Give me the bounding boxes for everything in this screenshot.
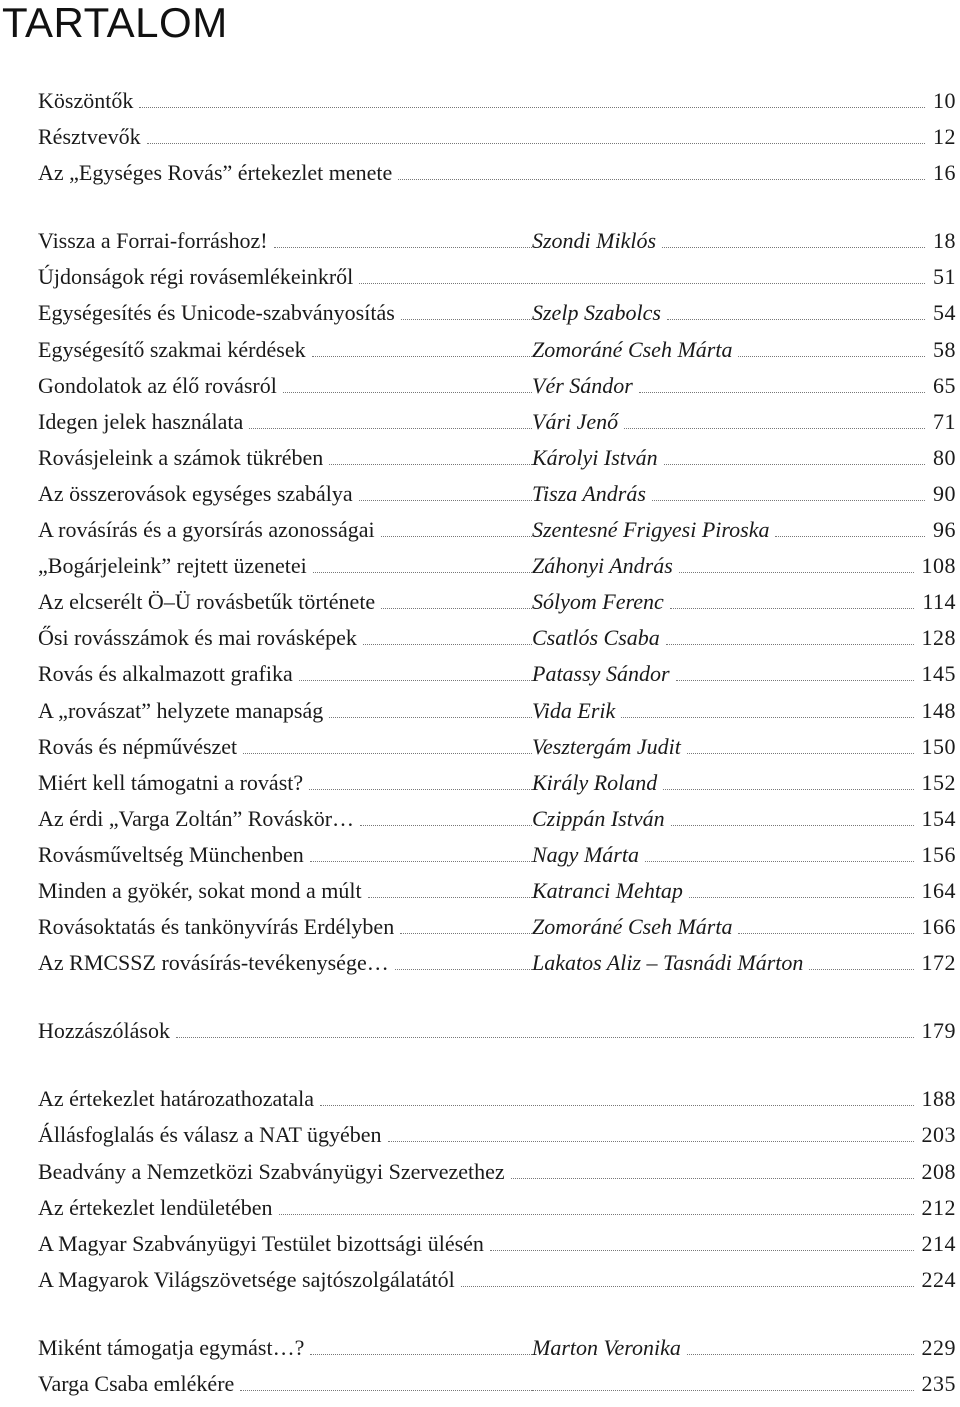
toc-entry-title: Miként támogatja egymást…? bbox=[38, 1334, 305, 1360]
toc-entry-title: Minden a gyökér, sokat mond a múlt bbox=[38, 877, 362, 903]
leader-dots bbox=[666, 644, 914, 645]
toc-entry-author: Vér Sándor bbox=[532, 372, 633, 398]
leader-dots bbox=[662, 247, 925, 248]
toc-entry-page: 71 bbox=[933, 408, 956, 434]
toc-entry-title: Az RMCSSZ rovásírás-tevékenysége… bbox=[38, 950, 389, 976]
toc-entry-page: 212 bbox=[921, 1194, 956, 1220]
toc-entry[interactable] bbox=[38, 553, 956, 589]
leader-dots bbox=[310, 861, 532, 862]
toc-entry[interactable] bbox=[38, 264, 956, 300]
leader-dots bbox=[313, 572, 532, 573]
leader-dots bbox=[664, 464, 925, 465]
toc-entry-title-column bbox=[38, 481, 532, 507]
toc-entry-title: Rovásjeleink a számok tükrében bbox=[38, 444, 324, 470]
toc-entry-title-column bbox=[38, 661, 532, 687]
toc-group-documents bbox=[38, 1086, 956, 1303]
toc-entry-title-column bbox=[38, 337, 532, 363]
toc-entry-title: Az elcserélt Ö–Ü rovásbetűk története bbox=[38, 589, 376, 615]
toc-entry-author: Sólyom Ferenc bbox=[532, 589, 664, 615]
leader-dots bbox=[147, 143, 925, 144]
toc-entry-author: Katranci Mehtap bbox=[532, 877, 683, 903]
toc-entry-title-column bbox=[38, 300, 532, 326]
toc-entry-title-column bbox=[38, 878, 532, 904]
leader-dots bbox=[663, 789, 913, 790]
toc-entry[interactable] bbox=[38, 409, 956, 445]
toc-entry-title-column bbox=[38, 228, 532, 254]
toc-entry-title-column bbox=[38, 373, 532, 399]
toc-entry-page: 179 bbox=[921, 1018, 956, 1044]
toc-entry[interactable] bbox=[38, 337, 956, 373]
toc-entry-title: Az értekezlet határozathozatala bbox=[38, 1086, 315, 1112]
toc-entry-page: 235 bbox=[921, 1371, 956, 1396]
toc-entry-author: Czippán István bbox=[532, 805, 665, 831]
toc-entry-title-column bbox=[38, 698, 532, 724]
toc-entry-page: 10 bbox=[933, 88, 956, 113]
toc-entry[interactable] bbox=[38, 878, 956, 914]
toc-entry[interactable] bbox=[38, 1335, 956, 1371]
toc-entry-title: Hozzászólások bbox=[38, 1018, 170, 1044]
toc-entry[interactable] bbox=[38, 842, 956, 878]
toc-entry[interactable] bbox=[38, 1159, 956, 1195]
leader-dots bbox=[398, 179, 925, 180]
toc-entry[interactable] bbox=[38, 88, 956, 124]
toc-entry[interactable] bbox=[38, 698, 956, 734]
toc-entry-title-column bbox=[38, 264, 532, 290]
leader-dots bbox=[359, 500, 532, 501]
toc-entry-page: 172 bbox=[921, 950, 956, 976]
page-title: TARTALOM bbox=[2, 0, 228, 46]
toc-entry-author: Marton Veronika bbox=[532, 1334, 681, 1360]
toc-entry-title: A Magyarok Világszövetsége sajtószolgálatától bbox=[38, 1266, 455, 1292]
leader-dots bbox=[279, 1214, 914, 1215]
toc-entry-page: 128 bbox=[921, 625, 956, 651]
leader-dots bbox=[401, 319, 532, 320]
toc-group-closing bbox=[38, 1335, 956, 1407]
toc-entry-title: Vissza a Forrai-forráshoz! bbox=[38, 228, 268, 254]
toc-entry-page: 166 bbox=[921, 914, 956, 940]
leader-dots bbox=[400, 933, 532, 934]
toc-entry-title: Rovás és népművészet bbox=[38, 733, 238, 759]
toc-entry[interactable] bbox=[38, 625, 956, 661]
leader-dots bbox=[461, 1286, 914, 1287]
leader-dots bbox=[532, 283, 925, 284]
toc-group-comments bbox=[38, 1018, 956, 1054]
leader-dots bbox=[329, 717, 532, 718]
toc-entry-title: Gondolatok az élő rovásról bbox=[38, 372, 277, 398]
toc-entry-title-column bbox=[38, 1371, 532, 1397]
toc-entry[interactable] bbox=[38, 1018, 956, 1054]
toc-entry[interactable] bbox=[38, 124, 956, 160]
toc-entry[interactable] bbox=[38, 950, 956, 986]
leader-dots bbox=[363, 644, 532, 645]
toc-entry-title: Az érdi „Varga Zoltán” Rováskör… bbox=[38, 805, 355, 831]
toc-entry-author: Szelp Szabolcs bbox=[532, 300, 661, 326]
leader-dots bbox=[621, 717, 913, 718]
toc-entry[interactable] bbox=[38, 160, 956, 196]
leader-dots bbox=[309, 789, 532, 790]
toc-entry-page: 224 bbox=[921, 1266, 956, 1292]
toc-entry-page: 65 bbox=[933, 372, 956, 398]
toc-entry-author: Szentesné Frigyesi Piroska bbox=[532, 517, 770, 543]
toc-entry-author: Nagy Márta bbox=[532, 841, 639, 867]
toc-entry[interactable] bbox=[38, 734, 956, 770]
leader-dots bbox=[809, 969, 913, 970]
toc-entry-page: 80 bbox=[933, 444, 956, 470]
leader-dots bbox=[240, 1390, 532, 1391]
toc-entry-page: 154 bbox=[921, 805, 956, 831]
toc-entry-page: 156 bbox=[921, 841, 956, 867]
toc-entry-title-column bbox=[38, 589, 532, 615]
toc-entry-title: Köszöntők bbox=[38, 88, 134, 113]
toc-entry-page: 152 bbox=[921, 769, 956, 795]
toc-entry-title: Újdonságok régi rovásemlékeinkről bbox=[38, 264, 354, 290]
toc-entry-page: 18 bbox=[933, 228, 956, 254]
toc-entry[interactable] bbox=[38, 517, 956, 553]
toc-entry[interactable] bbox=[38, 806, 956, 842]
toc-entry-page: 229 bbox=[921, 1334, 956, 1360]
toc-entry[interactable] bbox=[38, 1195, 956, 1231]
leader-dots bbox=[312, 356, 532, 357]
toc-entry-page: 16 bbox=[933, 160, 956, 186]
toc-entry-title: Egységesítés és Unicode-szabványosítás bbox=[38, 300, 395, 326]
leader-dots bbox=[652, 500, 925, 501]
toc-entry[interactable] bbox=[38, 1371, 956, 1407]
toc-entry-title: Idegen jelek használata bbox=[38, 408, 244, 434]
toc-entry-title-column bbox=[38, 445, 532, 471]
toc-entry-author: Záhonyi András bbox=[532, 553, 673, 579]
leader-dots bbox=[687, 1354, 914, 1355]
toc-entry[interactable] bbox=[38, 481, 956, 517]
toc-entry-title-column bbox=[38, 625, 532, 651]
leader-dots bbox=[274, 247, 532, 248]
leader-dots bbox=[671, 825, 914, 826]
toc-entry-page: 96 bbox=[933, 517, 956, 543]
toc-entry-page: 214 bbox=[921, 1230, 956, 1256]
leader-dots bbox=[299, 680, 532, 681]
leader-dots bbox=[176, 1037, 914, 1038]
toc-entry-page: 58 bbox=[933, 336, 956, 362]
toc-entry-title-column bbox=[38, 1335, 532, 1361]
toc-entry-title: Egységesítő szakmai kérdések bbox=[38, 336, 306, 362]
leader-dots bbox=[532, 1390, 914, 1391]
toc-entry-author: Patassy Sándor bbox=[532, 661, 670, 687]
toc-entry[interactable] bbox=[38, 1231, 956, 1267]
toc-entry-page: 90 bbox=[933, 480, 956, 506]
toc-entry-page: 51 bbox=[933, 264, 956, 290]
toc-entry-author: Szondi Miklós bbox=[532, 228, 657, 254]
toc-entry-title: Rovásoktatás és tankönyvírás Erdélyben bbox=[38, 914, 395, 940]
toc-group-intro bbox=[38, 88, 956, 196]
leader-dots bbox=[360, 825, 532, 826]
toc-entry-title-column bbox=[38, 770, 532, 796]
leader-dots bbox=[139, 107, 925, 108]
leader-dots bbox=[511, 1178, 914, 1179]
leader-dots bbox=[283, 392, 532, 393]
toc-entry-page: 114 bbox=[922, 589, 956, 615]
toc-entry-title-column bbox=[38, 734, 532, 760]
leader-dots bbox=[687, 753, 914, 754]
toc-entry[interactable] bbox=[38, 228, 956, 264]
toc-entry-title-column bbox=[38, 914, 532, 940]
leader-dots bbox=[639, 392, 925, 393]
leader-dots bbox=[490, 1250, 914, 1251]
toc-entry[interactable] bbox=[38, 589, 956, 625]
leader-dots bbox=[689, 897, 914, 898]
toc-entry-author: Zomoráné Cseh Márta bbox=[532, 914, 733, 940]
toc-entry-title: A „rovászat” helyzete manapság bbox=[38, 697, 324, 723]
toc-entry-author: Lakatos Aliz – Tasnádi Márton bbox=[532, 950, 804, 976]
toc-entry-page: 150 bbox=[921, 733, 956, 759]
toc-entry-page: 203 bbox=[921, 1122, 956, 1148]
leader-dots bbox=[775, 536, 925, 537]
toc-group-articles bbox=[38, 228, 956, 986]
leader-dots bbox=[645, 861, 914, 862]
toc-entry[interactable] bbox=[38, 661, 956, 697]
toc-entry-title-column bbox=[38, 553, 532, 579]
leader-dots bbox=[738, 933, 913, 934]
toc-entry[interactable] bbox=[38, 914, 956, 950]
toc-entry[interactable] bbox=[38, 770, 956, 806]
leader-dots bbox=[395, 969, 532, 970]
leader-dots bbox=[381, 536, 532, 537]
leader-dots bbox=[320, 1105, 913, 1106]
toc-entry-page: 164 bbox=[921, 877, 956, 903]
toc-entry-title: Állásfoglalás és válasz a NAT ügyében bbox=[38, 1122, 382, 1148]
toc-entry-title: Az összerovások egységes szabálya bbox=[38, 480, 353, 506]
leader-dots bbox=[624, 428, 925, 429]
toc-entry-author: Vári Jenő bbox=[532, 408, 619, 434]
toc-entry-page: 54 bbox=[933, 300, 956, 326]
toc-entry-title: Miért kell támogatni a rovást? bbox=[38, 769, 304, 795]
toc-entry-title: Résztvevők bbox=[38, 124, 141, 150]
toc-entry-page: 12 bbox=[933, 124, 956, 150]
leader-dots bbox=[667, 319, 925, 320]
toc-entry[interactable] bbox=[38, 1086, 956, 1122]
toc-entry-author: Zomoráné Cseh Márta bbox=[532, 336, 733, 362]
toc-entry-title: A rovásírás és a gyorsírás azonosságai bbox=[38, 517, 375, 543]
leader-dots bbox=[310, 1354, 532, 1355]
toc-entry-author: Tisza András bbox=[532, 480, 646, 506]
toc-entry-title-column bbox=[38, 806, 532, 832]
toc-entry-title: „Bogárjeleink” rejtett üzenetei bbox=[38, 553, 307, 579]
toc-entry-title-column bbox=[38, 409, 532, 435]
toc-entry-title: Beadvány a Nemzetközi Szabványügyi Szervezethez bbox=[38, 1158, 505, 1184]
toc-entry[interactable] bbox=[38, 445, 956, 481]
toc-entry-title: Az értekezlet lendületében bbox=[38, 1194, 273, 1220]
toc-entry-page: 208 bbox=[921, 1158, 956, 1184]
leader-dots bbox=[679, 572, 914, 573]
toc-entry-author: Vida Erik bbox=[532, 697, 616, 723]
toc-entry-page: 148 bbox=[921, 697, 956, 723]
toc-entry-title-column bbox=[38, 950, 532, 976]
toc-entry-title: A Magyar Szabványügyi Testület bizottsági ülésén bbox=[38, 1230, 484, 1256]
toc-entry-title: Varga Csaba emlékére bbox=[38, 1371, 235, 1396]
toc-entry-title: Rovásműveltség Münchenben bbox=[38, 841, 304, 867]
toc-entry-author: Király Roland bbox=[532, 769, 658, 795]
table-of-contents bbox=[38, 88, 956, 1407]
toc-entry-title: Rovás és alkalmazott grafika bbox=[38, 661, 293, 687]
leader-dots bbox=[388, 1141, 914, 1142]
leader-dots bbox=[676, 680, 914, 681]
toc-entry-author: Károlyi István bbox=[532, 444, 658, 470]
toc-entry-title-column bbox=[38, 842, 532, 868]
toc-entry[interactable] bbox=[38, 373, 956, 409]
toc-entry[interactable] bbox=[38, 300, 956, 336]
leader-dots bbox=[381, 608, 532, 609]
toc-entry[interactable] bbox=[38, 1267, 956, 1303]
leader-dots bbox=[359, 283, 532, 284]
toc-entry-page: 145 bbox=[921, 661, 956, 687]
toc-entry-title-column bbox=[38, 517, 532, 543]
leader-dots bbox=[670, 608, 915, 609]
leader-dots bbox=[368, 897, 532, 898]
toc-entry-title: Ősi rovásszámok és mai rovásképek bbox=[38, 625, 357, 651]
toc-entry-page: 108 bbox=[921, 553, 956, 579]
toc-entry-title: Az „Egységes Rovás” értekezlet menete bbox=[38, 160, 393, 186]
leader-dots bbox=[738, 356, 925, 357]
toc-entry-page: 188 bbox=[921, 1086, 956, 1112]
toc-entry-author: Csatlós Csaba bbox=[532, 625, 660, 651]
toc-entry[interactable] bbox=[38, 1122, 956, 1158]
leader-dots bbox=[329, 464, 532, 465]
leader-dots bbox=[249, 428, 532, 429]
toc-entry-author: Vesztergám Judit bbox=[532, 733, 681, 759]
leader-dots bbox=[243, 753, 532, 754]
